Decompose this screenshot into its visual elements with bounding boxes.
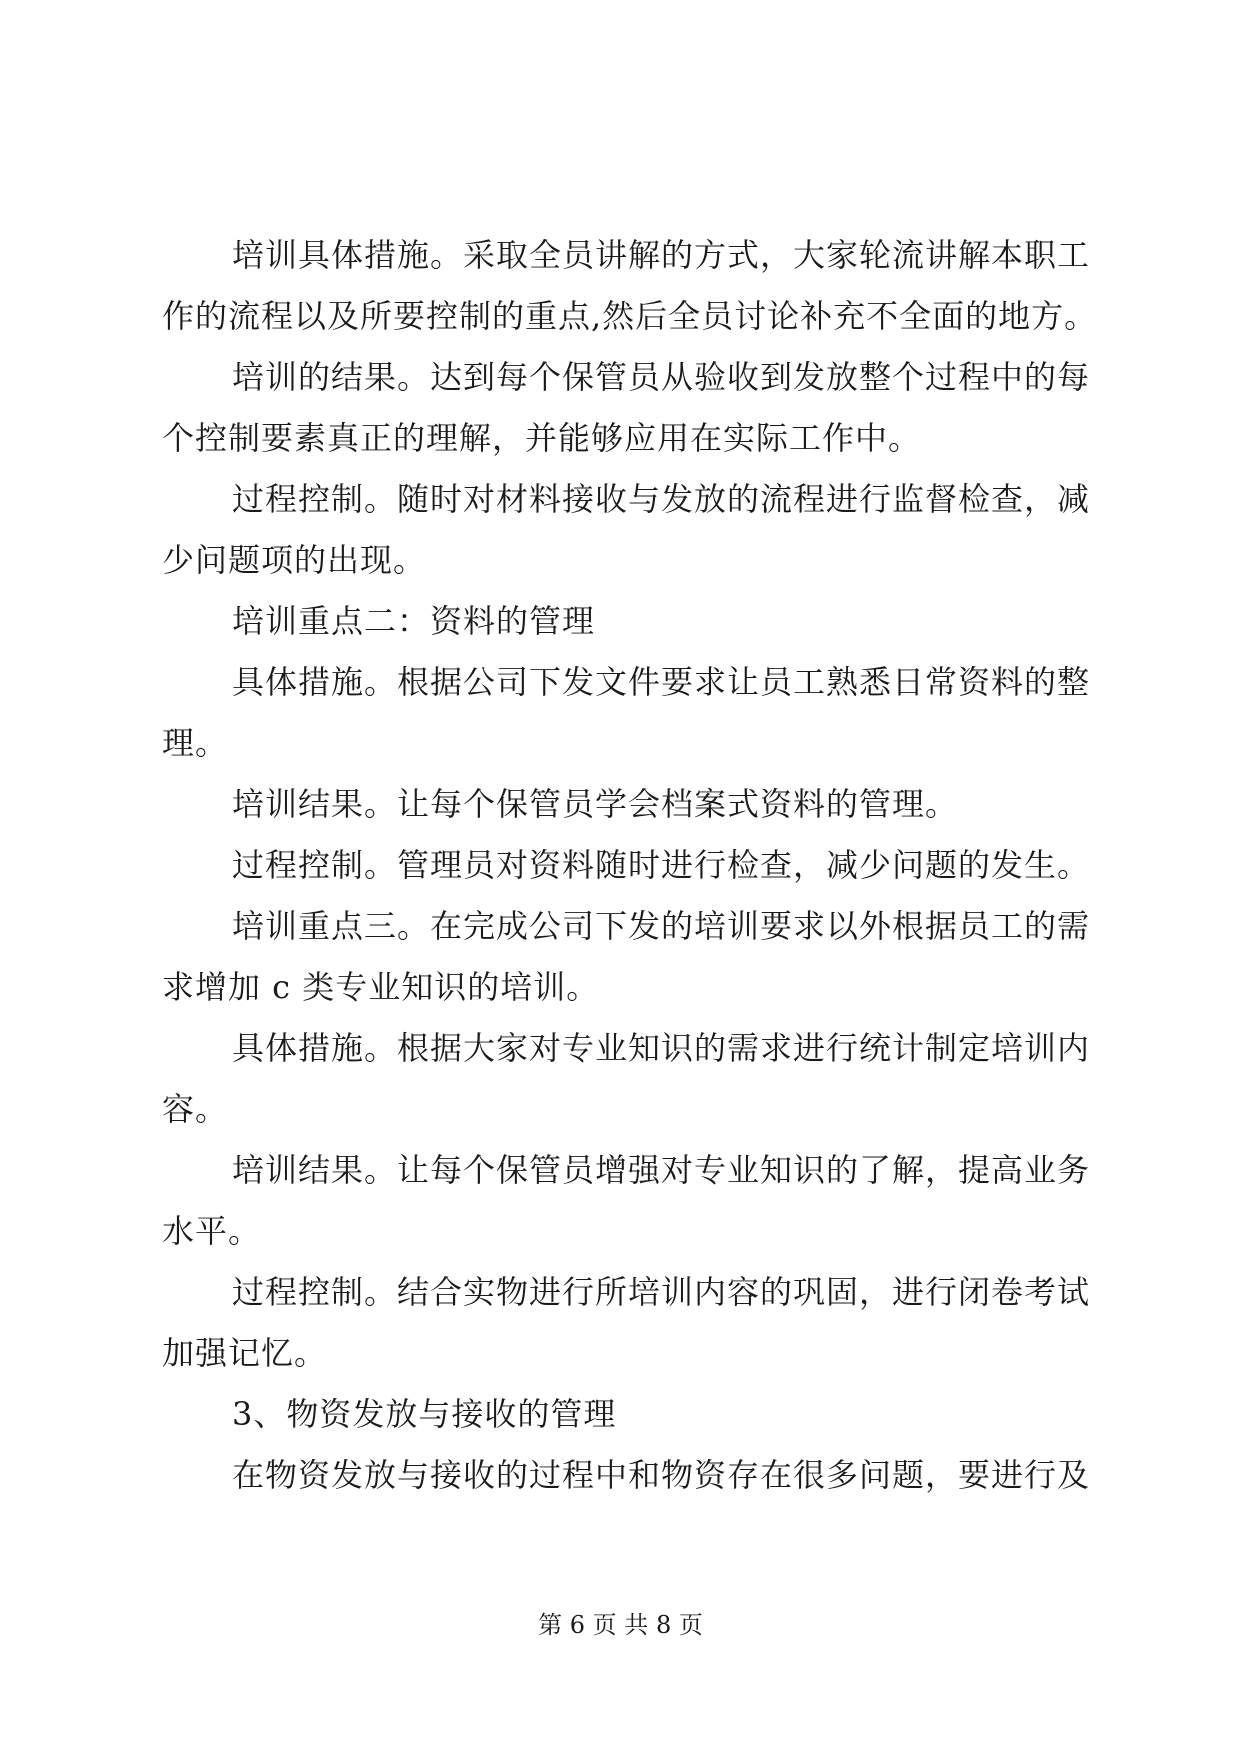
text-line: 个控制要素真正的理解，并能够应用在实际工作中。 [162,419,922,457]
text-line: 作的流程以及所要控制的重点,然后全员讨论补充不全面的地方。 [162,297,1098,335]
page-footer: 第 6 页 共 8 页 [538,1611,703,1639]
text-line: 培训的结果。达到每个保管员从验收到发放整个过程中的每 [232,358,1091,396]
text-line: 培训重点三。在完成公司下发的培训要求以外根据员工的需 [232,907,1091,945]
text-line: 加强记忆。 [162,1334,328,1372]
text-line: 少问题项的出现。 [162,541,427,579]
text-line: 过程控制。随时对材料接收与发放的流程进行监督检查，减 [232,480,1091,518]
text-line: 容。 [162,1090,229,1128]
text-line: 过程控制。结合实物进行所培训内容的巩固，进行闭卷考试 [232,1273,1091,1311]
text-line: 理。 [162,724,229,762]
text-line: 培训具体措施。采取全员讲解的方式，大家轮流讲解本职工 [232,236,1091,274]
text-line: 培训结果。让每个保管员增强对专业知识的了解，提高业务 [232,1151,1091,1189]
text-line: 过程控制。管理员对资料随时进行检查，减少问题的发生。 [232,846,1091,884]
text-line: 在物资发放与接收的过程中和物资存在很多问题，要进行及 [232,1456,1091,1494]
text-line: 具体措施。根据大家对专业知识的需求进行统计制定培训内 [232,1029,1091,1067]
text-line: 求增加 c 类专业知识的培训。 [162,968,600,1006]
text-line: 培训结果。让每个保管员学会档案式资料的管理。 [232,785,959,823]
section-heading: 3、物资发放与接收的管理 [232,1395,617,1433]
section-heading: 培训重点二：资料的管理 [232,602,596,640]
text-line: 具体措施。根据公司下发文件要求让员工熟悉日常资料的整 [232,663,1091,701]
text-line: 水平。 [162,1212,262,1250]
